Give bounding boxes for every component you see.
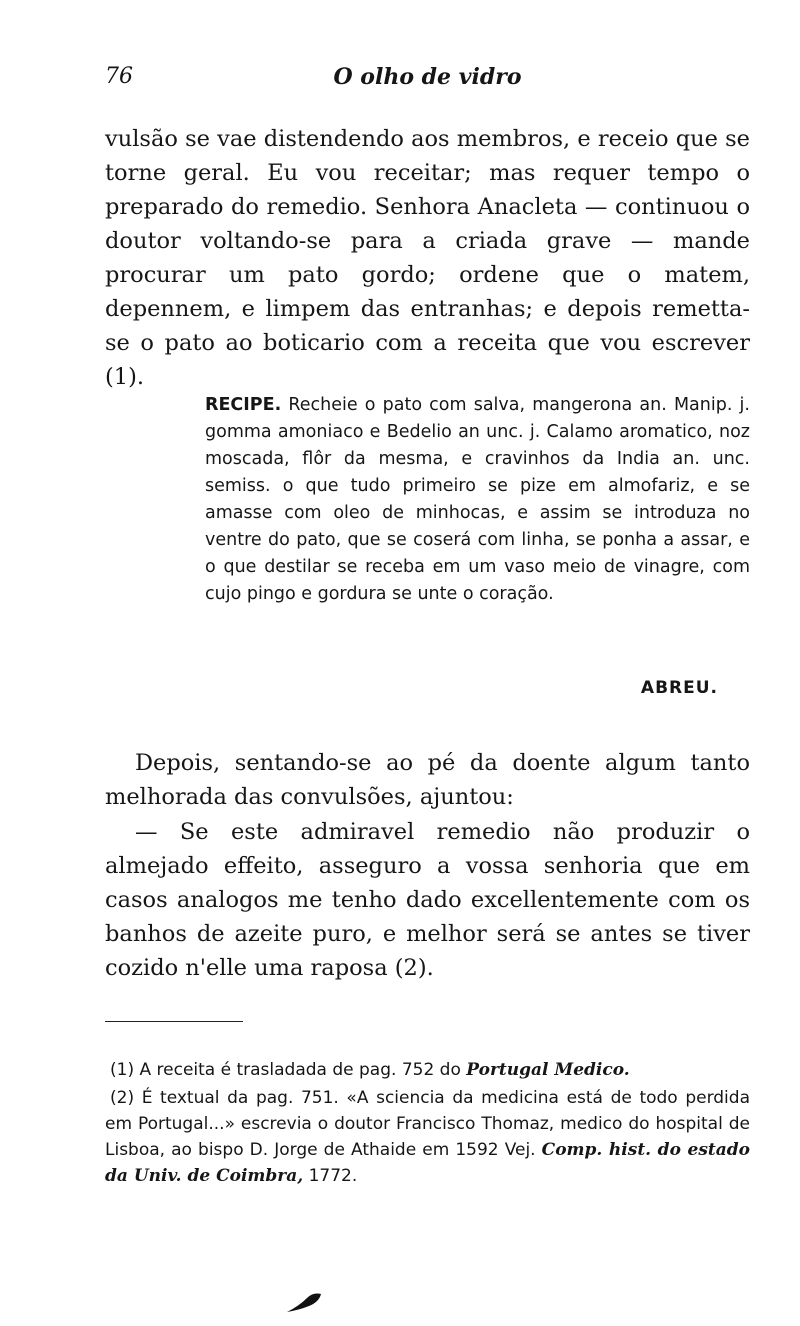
footnote-rule (105, 1021, 243, 1022)
body-paragraph-1: vulsão se vae distendendo aos membros, e receio que se torne geral. Eu vou receitar; mas requer tempo o preparado do remedio. Senhora Anacleta — continuou o doutor voltando-se para a criada grave — mande procurar um pato gordo; ordene que o matem, depennem, e limpem das entranhas; e depois remetta-se o pato ao boticario com a receita que vou escrever (1). (105, 126, 750, 390)
page-number: 76 (105, 64, 133, 89)
running-title: O olho de vidro (333, 64, 522, 90)
ink-smudge-mark (285, 1290, 325, 1314)
recipe-block (205, 392, 750, 608)
footnote-2 (105, 1085, 750, 1189)
footnote-1-source: Portugal Medico. (466, 1060, 630, 1080)
footnote-1-text: (1) A receita é trasladada de pag. 752 do (110, 1060, 467, 1080)
page-header (105, 64, 750, 94)
footnote-1 (105, 1057, 750, 1083)
footnote-2-text: (2) É textual da pag. 751. «A sciencia da medicina está de todo perdida em Portugal...» escrevia o doutor Francisco Thomaz, medico do hospital de Lisboa, ao bispo D. Jorge de Athaide em 1592 Vej. (105, 1088, 750, 1160)
footnote-2-source: Comp. hist. do estado da Univ. de Coimbra, (105, 1140, 750, 1186)
footnote-2-end: 1772. (303, 1166, 358, 1186)
recipe-signature: ABREU. (640, 678, 718, 698)
body-paragraph-2: Depois, sentando-se ao pé da doente algum tanto melhorada das convulsões, ajuntou: (105, 750, 750, 810)
recipe-lead: RECIPE. (205, 395, 282, 415)
recipe-text: Recheie o pato com salva, mangerona an. Manip. j. gomma amoniaco e Bedelio an unc. j. Calamo aromatico, noz moscada, flôr da mesma, e cravinhos da India an. unc. semiss. o que tudo primeiro se pize em almofariz, e se amasse com oleo de minhocas, e assim se introduza no ventre do pato, que se coserá com linha, se ponha a assar, e o que destilar se receba em um vaso meio de vinagre, com cujo pingo e gordura se unte o coração. (205, 395, 750, 604)
body-paragraph-3: — Se este admiravel remedio não produzir o almejado effeito, asseguro a vossa senhoria que em casos analogos me tenho dado excellentemente com os banhos de azeite puro, e melhor será se antes se tiver cozido n'elle uma raposa (2). (105, 819, 750, 981)
